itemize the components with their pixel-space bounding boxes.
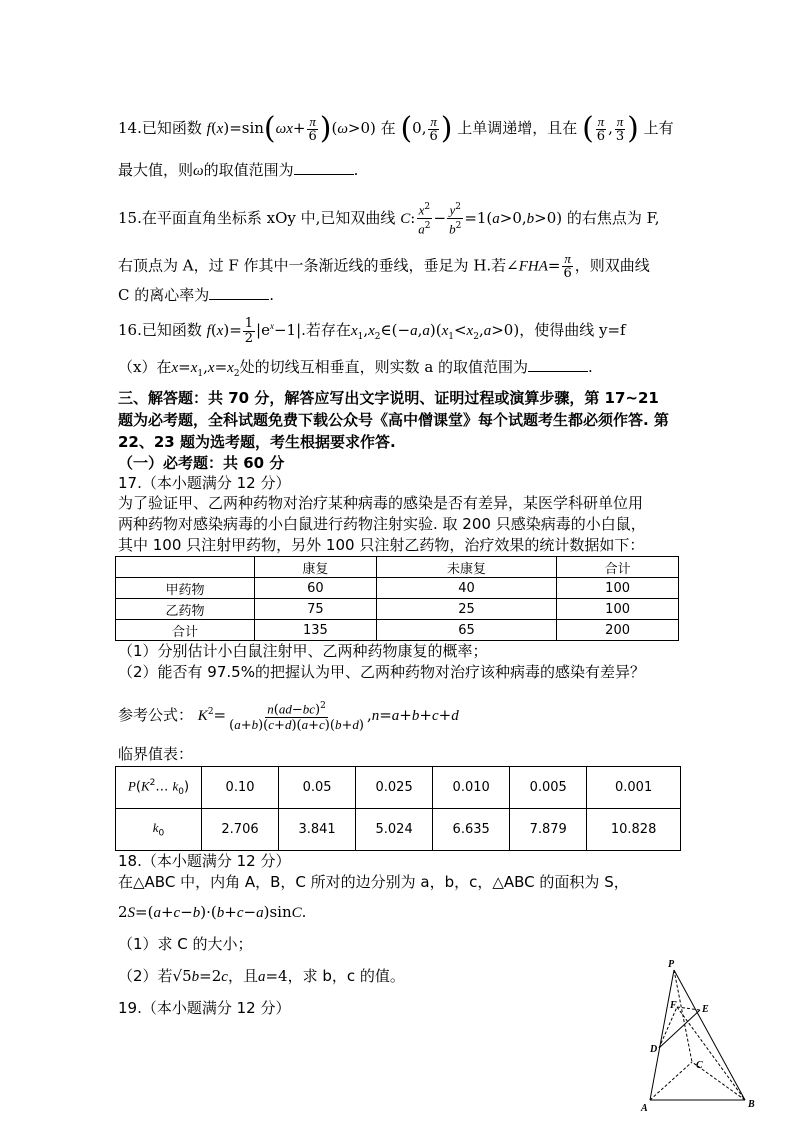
table-cell: 200 xyxy=(557,620,679,641)
critical-value-table xyxy=(115,766,681,851)
edge-fe xyxy=(677,1007,700,1010)
table-row xyxy=(116,557,679,578)
table-row xyxy=(116,809,681,851)
q14-line2: 最大值，则ω的取值范围为 . xyxy=(118,161,359,179)
table-cell: $P(K^2\dots$ $k_0$) xyxy=(116,767,202,809)
table-cell: 7.879 xyxy=(510,809,587,851)
edge-pb xyxy=(674,970,745,1100)
table-cell: 0.005 xyxy=(510,767,587,809)
q17-p3: 其中 100 只注射甲药物，另外 100 只注射乙药物，治疗效果的统计数据如下： xyxy=(118,536,645,554)
table-cell xyxy=(116,557,255,578)
text: 14.已知函数 xyxy=(118,119,202,137)
table-cell: 40 xyxy=(376,578,556,599)
table-cell: 60 xyxy=(255,578,377,599)
edge-df xyxy=(659,1007,677,1048)
table-cell: 乙药物 xyxy=(116,599,255,620)
text: C 的离心率为 xyxy=(118,286,210,304)
table-cell: 135 xyxy=(255,620,377,641)
table-cell: 未康复 xyxy=(376,557,556,578)
answer-blank xyxy=(209,285,269,300)
table-cell: 康复 xyxy=(255,557,377,578)
q15-line3 xyxy=(118,285,274,305)
text: 上单调递增，且在 xyxy=(457,119,578,137)
text: 参考公式： xyxy=(118,706,194,725)
frac-pi-6: $\frac{\pi}{6}$ xyxy=(308,113,317,144)
table-row xyxy=(116,578,679,599)
q18-eq: 2S=(a+c−b)·(b+c−a)sinC. xyxy=(118,903,307,921)
text: （2）若 xyxy=(118,967,173,985)
q17-p2: 两种药物对感染病毒的小白鼠进行药物注射实验. 取 200 只感染病毒的小白鼠， xyxy=(118,515,646,533)
table-cell: $k_0$ xyxy=(116,809,202,851)
text: （x）在 xyxy=(118,358,172,376)
q16-line2: （x）在$x=x_1,x=x_2$处的切线互相垂直，则实数 a 的取值范围为 . xyxy=(118,358,593,379)
text: ，则双曲线 xyxy=(574,256,650,275)
q15-line1: 15.在平面直角坐标系 xOy 中,已知双曲线 C: $\frac{x^2}{a^2}$ − $\frac{y^2}{b^2}$ =1(a>0,b>0) 的右焦点为 F, xyxy=(118,202,660,237)
q17-s1: （1）分别估计小白鼠注射甲、乙两种药物康复的概率； xyxy=(118,642,488,660)
table-cell: 100 xyxy=(557,599,679,620)
table-cell: 75 xyxy=(255,599,377,620)
text: ，且 xyxy=(227,967,258,985)
text: 16.已知函数 xyxy=(118,321,202,339)
text: .若存在 xyxy=(301,321,351,339)
section3-l1: 三、解答题：共 70 分，解答应写出文字说明、证明过程或演算步骤，第 17~21 xyxy=(118,389,659,407)
table-cell: 100 xyxy=(557,578,679,599)
q17-crit-label: 临界值表： xyxy=(118,745,194,763)
text: 的取值范围为 xyxy=(203,161,294,179)
text: 上有 xyxy=(643,119,674,137)
table-cell: 5.024 xyxy=(356,809,433,851)
label-e: E xyxy=(702,1004,709,1015)
text: 右顶点为 A，过 F 作其中一条渐近线的垂线，垂足为 H.若 xyxy=(118,256,507,275)
section3-l4: （一）必考题：共 60 分 xyxy=(118,454,285,472)
answer-blank xyxy=(528,357,588,372)
table-cell: 3.841 xyxy=(279,809,356,851)
text: ，使得曲线 y=f xyxy=(519,321,626,339)
table-cell: 甲药物 xyxy=(116,578,255,599)
q14-line1: 14.已知函数 f(x)=sin(ωx+ $\frac{\pi}{6}$ )(ω>0) 在 (0, $\frac{\pi}{6}$ ) 上单调递增，且在 ( $\frac{\pi}{6}$ , $\frac{\pi}{3}$ ) 上有 xyxy=(118,111,674,146)
table-cell: 0.001 xyxy=(587,767,681,809)
table-cell: 合计 xyxy=(116,620,255,641)
text: . xyxy=(588,358,593,376)
table-cell: 0.010 xyxy=(433,767,510,809)
q17-p1: 为了验证甲、乙两种药物对治疗某种病毒的感染是否有差异，某医学科研单位用 xyxy=(118,494,644,512)
text: ，求 b，c 的值。 xyxy=(287,967,405,985)
table-cell: 2.706 xyxy=(202,809,279,851)
pyramid-figure xyxy=(630,950,770,1115)
edge-fb xyxy=(677,1007,745,1100)
table-row xyxy=(116,767,681,809)
q18-s2: （2）若√5b=2c，且a=4，求 b，c 的值。 xyxy=(118,967,405,985)
q18-title: 18.（本小题满分 12 分） xyxy=(118,852,291,870)
text: . xyxy=(269,286,275,304)
answer-blank xyxy=(294,160,354,175)
q16-line1: 16.已知函数 f(x)= $\frac{1}{2}$ $|e^x-1|$.若存在$x_1,x_2\in(-a,a)(x_1<x_2,a>0)$，使得曲线 y=f xyxy=(118,315,626,346)
q17-formula: 参考公式： $K^2=$ $\frac{n(ad-bc)^2}{(a+b)(c+d)(a+c)(b+d)}$ ,n=a+b+c+d xyxy=(118,701,459,734)
table-cell: 10.828 xyxy=(587,809,681,851)
text: 的右焦点为 F, xyxy=(566,208,660,227)
label-b: B xyxy=(748,1099,755,1110)
q18-s1: （1）求 C 的大小； xyxy=(118,935,253,953)
text: . xyxy=(353,161,359,179)
table-cell: 6.635 xyxy=(433,809,510,851)
formula-f-sin: f xyxy=(206,121,211,137)
q15-line2: 右顶点为 A，过 F 作其中一条渐近线的垂线，垂足为 H.若∠FHA= $\frac{\pi}{6}$ ，则双曲线 xyxy=(118,251,650,281)
section3-l3: 22、23 题为选考题，考生根据要求作答. xyxy=(118,433,396,451)
q17-title: 17.（本小题满分 12 分） xyxy=(118,474,291,492)
text: 在 xyxy=(380,119,396,137)
q18-p1: 在△ABC 中，内角 A，B，C 所对的边分别为 a，b，c，△ABC 的面积为 S， xyxy=(118,873,629,891)
table-row xyxy=(116,620,679,641)
edge-pa xyxy=(650,970,674,1100)
table-cell: 0.025 xyxy=(356,767,433,809)
text: 处的切线互相垂直，则实数 a 的取值范围为 xyxy=(239,358,529,376)
text: 15.在平面直角坐标系 xOy 中,已知双曲线 xyxy=(118,208,396,227)
label-d: D xyxy=(650,1044,658,1055)
label-a: A xyxy=(641,1103,648,1114)
q17-data-table xyxy=(115,556,679,641)
label-p: P xyxy=(668,959,675,970)
table-cell: 65 xyxy=(376,620,556,641)
label-f: F xyxy=(670,1000,677,1011)
table-cell: 25 xyxy=(376,599,556,620)
table-cell: 合计 xyxy=(557,557,679,578)
table-cell: 0.05 xyxy=(279,767,356,809)
table-row xyxy=(116,599,679,620)
label-c: C xyxy=(696,1060,703,1071)
section3-l2: 题为必考题，全科试题免费下载公众号《高中僧课堂》每个试题考生都必须作答. 第 xyxy=(118,411,669,429)
text: 最大值，则 xyxy=(118,161,194,179)
table-cell: 0.10 xyxy=(202,767,279,809)
q17-s2: （2）能否有 97.5%的把握认为甲、乙两种药物对治疗该种病毒的感染有差异？ xyxy=(118,663,645,681)
q19-title: 19.（本小题满分 12 分） xyxy=(118,999,291,1017)
